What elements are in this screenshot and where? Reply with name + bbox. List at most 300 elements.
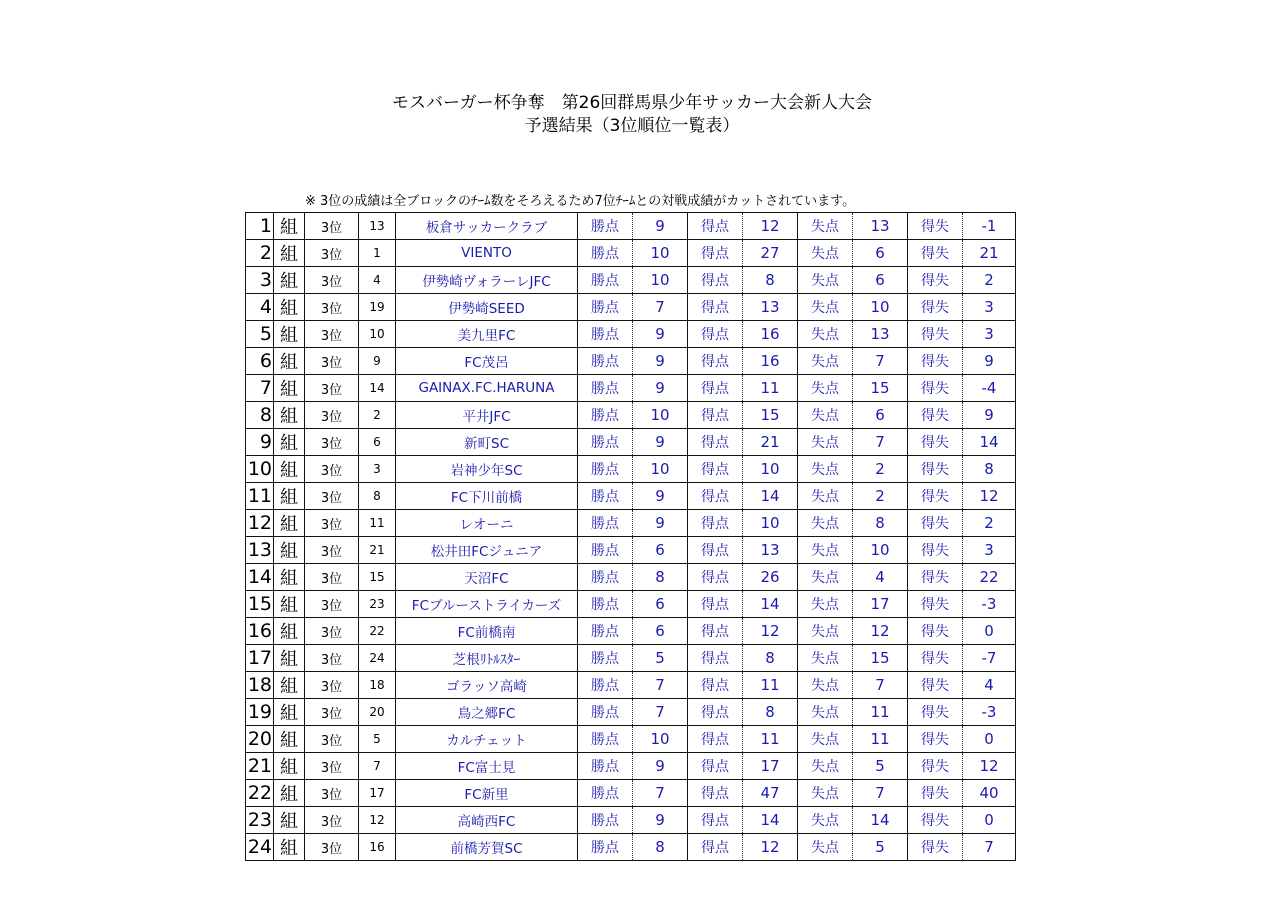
goal-diff-label: 得失 <box>908 321 963 348</box>
goals-against-label: 失点 <box>798 726 853 753</box>
win-points-value: 6 <box>633 591 688 618</box>
team-name: FC前橋南 <box>396 618 578 645</box>
win-points-label: 勝点 <box>578 321 633 348</box>
goals-for-label: 得点 <box>688 645 743 672</box>
block-label: 組 <box>274 672 305 699</box>
goals-against-value: 7 <box>853 672 908 699</box>
position-label: 3位 <box>305 753 359 780</box>
block-number: 19 <box>246 699 274 726</box>
goal-diff-label: 得失 <box>908 483 963 510</box>
seed-number: 6 <box>359 429 396 456</box>
seed-number: 23 <box>359 591 396 618</box>
team-name: 天沼FC <box>396 564 578 591</box>
goals-for-label: 得点 <box>688 807 743 834</box>
win-points-value: 10 <box>633 402 688 429</box>
goals-against-label: 失点 <box>798 240 853 267</box>
goals-against-value: 5 <box>853 834 908 861</box>
seed-number: 15 <box>359 564 396 591</box>
position-label: 3位 <box>305 672 359 699</box>
win-points-value: 7 <box>633 294 688 321</box>
goals-for-value: 8 <box>743 699 798 726</box>
team-name: 芝根ﾘﾄﾙｽﾀｰ <box>396 645 578 672</box>
block-label: 組 <box>274 618 305 645</box>
position-label: 3位 <box>305 726 359 753</box>
block-number: 23 <box>246 807 274 834</box>
win-points-label: 勝点 <box>578 618 633 645</box>
position-label: 3位 <box>305 213 359 240</box>
team-name: 美九里FC <box>396 321 578 348</box>
table-row <box>246 672 1016 699</box>
team-name: 伊勢崎SEED <box>396 294 578 321</box>
team-name: FC茂呂 <box>396 348 578 375</box>
win-points-label: 勝点 <box>578 753 633 780</box>
table-row <box>246 429 1016 456</box>
position-label: 3位 <box>305 834 359 861</box>
goal-diff-value: 9 <box>963 348 1016 375</box>
position-label: 3位 <box>305 591 359 618</box>
team-name: カルチェット <box>396 726 578 753</box>
goals-against-value: 8 <box>853 510 908 537</box>
position-label: 3位 <box>305 564 359 591</box>
seed-number: 17 <box>359 780 396 807</box>
win-points-label: 勝点 <box>578 456 633 483</box>
position-label: 3位 <box>305 240 359 267</box>
goals-for-value: 14 <box>743 807 798 834</box>
goals-against-label: 失点 <box>798 294 853 321</box>
goals-against-label: 失点 <box>798 429 853 456</box>
position-label: 3位 <box>305 402 359 429</box>
goals-for-label: 得点 <box>688 348 743 375</box>
seed-number: 7 <box>359 753 396 780</box>
goal-diff-value: 3 <box>963 321 1016 348</box>
goals-against-label: 失点 <box>798 618 853 645</box>
goals-against-label: 失点 <box>798 402 853 429</box>
goals-for-label: 得点 <box>688 672 743 699</box>
win-points-value: 6 <box>633 618 688 645</box>
goals-for-value: 13 <box>743 537 798 564</box>
win-points-label: 勝点 <box>578 807 633 834</box>
goal-diff-label: 得失 <box>908 429 963 456</box>
goal-diff-label: 得失 <box>908 780 963 807</box>
position-label: 3位 <box>305 456 359 483</box>
goal-diff-label: 得失 <box>908 753 963 780</box>
table-row <box>246 834 1016 861</box>
goal-diff-value: 0 <box>963 807 1016 834</box>
goal-diff-value: 14 <box>963 429 1016 456</box>
win-points-label: 勝点 <box>578 267 633 294</box>
seed-number: 12 <box>359 807 396 834</box>
block-label: 組 <box>274 456 305 483</box>
goals-against-value: 12 <box>853 618 908 645</box>
goals-against-label: 失点 <box>798 672 853 699</box>
goal-diff-label: 得失 <box>908 699 963 726</box>
win-points-value: 9 <box>633 483 688 510</box>
goal-diff-value: 8 <box>963 456 1016 483</box>
team-name: FC新里 <box>396 780 578 807</box>
block-label: 組 <box>274 699 305 726</box>
block-label: 組 <box>274 213 305 240</box>
goals-for-value: 12 <box>743 618 798 645</box>
position-label: 3位 <box>305 483 359 510</box>
goal-diff-value: 22 <box>963 564 1016 591</box>
goals-for-value: 12 <box>743 834 798 861</box>
win-points-value: 9 <box>633 213 688 240</box>
block-label: 組 <box>274 510 305 537</box>
win-points-value: 8 <box>633 564 688 591</box>
seed-number: 10 <box>359 321 396 348</box>
goal-diff-value: 0 <box>963 726 1016 753</box>
block-number: 3 <box>246 267 274 294</box>
block-label: 組 <box>274 645 305 672</box>
win-points-value: 6 <box>633 537 688 564</box>
win-points-label: 勝点 <box>578 510 633 537</box>
win-points-value: 9 <box>633 321 688 348</box>
goals-against-value: 10 <box>853 294 908 321</box>
goal-diff-label: 得失 <box>908 645 963 672</box>
win-points-value: 9 <box>633 807 688 834</box>
win-points-label: 勝点 <box>578 213 633 240</box>
goals-against-value: 11 <box>853 699 908 726</box>
goal-diff-label: 得失 <box>908 537 963 564</box>
goals-against-label: 失点 <box>798 321 853 348</box>
goals-for-label: 得点 <box>688 699 743 726</box>
block-number: 22 <box>246 780 274 807</box>
page-title: モスバーガー杯争奪 第26回群馬県少年サッカー大会新人大会 <box>392 93 872 113</box>
team-name: 伊勢崎ヴォラーレJFC <box>396 267 578 294</box>
goals-against-label: 失点 <box>798 456 853 483</box>
position-label: 3位 <box>305 618 359 645</box>
block-label: 組 <box>274 429 305 456</box>
seed-number: 14 <box>359 375 396 402</box>
win-points-label: 勝点 <box>578 375 633 402</box>
goal-diff-label: 得失 <box>908 834 963 861</box>
block-number: 11 <box>246 483 274 510</box>
goals-against-value: 2 <box>853 456 908 483</box>
goals-for-label: 得点 <box>688 780 743 807</box>
seed-number: 16 <box>359 834 396 861</box>
goal-diff-label: 得失 <box>908 402 963 429</box>
goals-against-value: 17 <box>853 591 908 618</box>
position-label: 3位 <box>305 429 359 456</box>
seed-number: 20 <box>359 699 396 726</box>
goals-for-value: 8 <box>743 645 798 672</box>
seed-number: 2 <box>359 402 396 429</box>
goals-against-value: 11 <box>853 726 908 753</box>
goals-against-label: 失点 <box>798 807 853 834</box>
goal-diff-value: 3 <box>963 537 1016 564</box>
goals-against-label: 失点 <box>798 780 853 807</box>
goal-diff-label: 得失 <box>908 510 963 537</box>
goals-against-label: 失点 <box>798 375 853 402</box>
block-number: 13 <box>246 537 274 564</box>
goals-for-label: 得点 <box>688 834 743 861</box>
goals-for-label: 得点 <box>688 726 743 753</box>
goals-against-value: 13 <box>853 213 908 240</box>
seed-number: 22 <box>359 618 396 645</box>
goals-for-value: 11 <box>743 726 798 753</box>
goal-diff-label: 得失 <box>908 726 963 753</box>
goal-diff-label: 得失 <box>908 672 963 699</box>
block-label: 組 <box>274 807 305 834</box>
table-row <box>246 213 1016 240</box>
win-points-label: 勝点 <box>578 402 633 429</box>
block-label: 組 <box>274 294 305 321</box>
win-points-value: 7 <box>633 672 688 699</box>
goal-diff-value: 12 <box>963 483 1016 510</box>
goals-against-label: 失点 <box>798 267 853 294</box>
goal-diff-value: -3 <box>963 591 1016 618</box>
block-label: 組 <box>274 240 305 267</box>
goals-against-label: 失点 <box>798 483 853 510</box>
goals-for-value: 14 <box>743 483 798 510</box>
goals-against-value: 7 <box>853 780 908 807</box>
goals-against-label: 失点 <box>798 564 853 591</box>
table-row <box>246 699 1016 726</box>
win-points-value: 10 <box>633 267 688 294</box>
block-label: 組 <box>274 402 305 429</box>
position-label: 3位 <box>305 321 359 348</box>
position-label: 3位 <box>305 510 359 537</box>
block-number: 24 <box>246 834 274 861</box>
goals-for-value: 17 <box>743 753 798 780</box>
goals-for-label: 得点 <box>688 294 743 321</box>
goal-diff-value: 21 <box>963 240 1016 267</box>
goal-diff-label: 得失 <box>908 294 963 321</box>
goals-for-value: 26 <box>743 564 798 591</box>
goal-diff-value: 2 <box>963 267 1016 294</box>
goal-diff-value: -7 <box>963 645 1016 672</box>
win-points-label: 勝点 <box>578 672 633 699</box>
win-points-value: 10 <box>633 456 688 483</box>
block-number: 5 <box>246 321 274 348</box>
table-row <box>246 321 1016 348</box>
goals-against-label: 失点 <box>798 645 853 672</box>
goals-for-label: 得点 <box>688 510 743 537</box>
goals-for-value: 11 <box>743 375 798 402</box>
block-label: 組 <box>274 375 305 402</box>
seed-number: 18 <box>359 672 396 699</box>
block-label: 組 <box>274 267 305 294</box>
block-number: 10 <box>246 456 274 483</box>
seed-number: 9 <box>359 348 396 375</box>
table-row <box>246 348 1016 375</box>
block-label: 組 <box>274 726 305 753</box>
block-number: 14 <box>246 564 274 591</box>
table-row <box>246 375 1016 402</box>
win-points-label: 勝点 <box>578 780 633 807</box>
goals-for-label: 得点 <box>688 240 743 267</box>
goal-diff-value: 9 <box>963 402 1016 429</box>
block-label: 組 <box>274 834 305 861</box>
goals-against-label: 失点 <box>798 348 853 375</box>
table-row <box>246 456 1016 483</box>
goal-diff-label: 得失 <box>908 375 963 402</box>
goals-for-label: 得点 <box>688 267 743 294</box>
goal-diff-value: -4 <box>963 375 1016 402</box>
goals-against-label: 失点 <box>798 537 853 564</box>
seed-number: 24 <box>359 645 396 672</box>
win-points-label: 勝点 <box>578 726 633 753</box>
goal-diff-label: 得失 <box>908 213 963 240</box>
block-number: 7 <box>246 375 274 402</box>
block-number: 8 <box>246 402 274 429</box>
block-label: 組 <box>274 591 305 618</box>
win-points-value: 7 <box>633 780 688 807</box>
goals-against-value: 6 <box>853 402 908 429</box>
block-label: 組 <box>274 321 305 348</box>
block-number: 4 <box>246 294 274 321</box>
position-label: 3位 <box>305 348 359 375</box>
block-number: 1 <box>246 213 274 240</box>
goals-for-value: 8 <box>743 267 798 294</box>
goals-for-value: 10 <box>743 456 798 483</box>
goals-for-value: 10 <box>743 510 798 537</box>
block-label: 組 <box>274 483 305 510</box>
block-number: 17 <box>246 645 274 672</box>
goals-for-label: 得点 <box>688 429 743 456</box>
block-number: 2 <box>246 240 274 267</box>
goals-for-label: 得点 <box>688 564 743 591</box>
goals-against-label: 失点 <box>798 834 853 861</box>
table-row <box>246 483 1016 510</box>
win-points-label: 勝点 <box>578 483 633 510</box>
block-number: 12 <box>246 510 274 537</box>
goals-for-label: 得点 <box>688 618 743 645</box>
win-points-value: 9 <box>633 753 688 780</box>
goal-diff-value: -3 <box>963 699 1016 726</box>
win-points-label: 勝点 <box>578 591 633 618</box>
goal-diff-value: 40 <box>963 780 1016 807</box>
team-name: 前橋芳賀SC <box>396 834 578 861</box>
goal-diff-value: -1 <box>963 213 1016 240</box>
goal-diff-label: 得失 <box>908 807 963 834</box>
block-label: 組 <box>274 564 305 591</box>
goal-diff-label: 得失 <box>908 456 963 483</box>
table-row <box>246 402 1016 429</box>
win-points-label: 勝点 <box>578 699 633 726</box>
goal-diff-label: 得失 <box>908 618 963 645</box>
goal-diff-value: 0 <box>963 618 1016 645</box>
goals-against-value: 6 <box>853 240 908 267</box>
win-points-value: 9 <box>633 510 688 537</box>
table-row <box>246 294 1016 321</box>
table-row <box>246 564 1016 591</box>
seed-number: 13 <box>359 213 396 240</box>
goals-against-label: 失点 <box>798 753 853 780</box>
goals-for-label: 得点 <box>688 321 743 348</box>
win-points-label: 勝点 <box>578 429 633 456</box>
goal-diff-label: 得失 <box>908 348 963 375</box>
goals-against-value: 5 <box>853 753 908 780</box>
position-label: 3位 <box>305 780 359 807</box>
win-points-label: 勝点 <box>578 645 633 672</box>
team-name: ゴラッソ高崎 <box>396 672 578 699</box>
goals-for-value: 16 <box>743 321 798 348</box>
goal-diff-label: 得失 <box>908 240 963 267</box>
third-place-table <box>245 212 1016 861</box>
position-label: 3位 <box>305 375 359 402</box>
team-name: 松井田FCジュニア <box>396 537 578 564</box>
seed-number: 8 <box>359 483 396 510</box>
position-label: 3位 <box>305 294 359 321</box>
team-name: 新町SC <box>396 429 578 456</box>
win-points-label: 勝点 <box>578 537 633 564</box>
goals-for-label: 得点 <box>688 537 743 564</box>
win-points-value: 10 <box>633 240 688 267</box>
goals-for-value: 16 <box>743 348 798 375</box>
team-name: 板倉サッカークラブ <box>396 213 578 240</box>
table-row <box>246 807 1016 834</box>
block-label: 組 <box>274 780 305 807</box>
goals-for-label: 得点 <box>688 591 743 618</box>
goals-against-value: 6 <box>853 267 908 294</box>
goal-diff-label: 得失 <box>908 267 963 294</box>
goals-against-label: 失点 <box>798 213 853 240</box>
seed-number: 5 <box>359 726 396 753</box>
block-number: 18 <box>246 672 274 699</box>
win-points-value: 7 <box>633 699 688 726</box>
seed-number: 4 <box>359 267 396 294</box>
goals-for-value: 12 <box>743 213 798 240</box>
goals-for-value: 47 <box>743 780 798 807</box>
seed-number: 3 <box>359 456 396 483</box>
position-label: 3位 <box>305 699 359 726</box>
win-points-label: 勝点 <box>578 348 633 375</box>
table-row <box>246 726 1016 753</box>
goal-diff-label: 得失 <box>908 564 963 591</box>
goals-against-value: 10 <box>853 537 908 564</box>
team-name: レオーニ <box>396 510 578 537</box>
team-name: 高崎西FC <box>396 807 578 834</box>
win-points-label: 勝点 <box>578 294 633 321</box>
goals-for-label: 得点 <box>688 402 743 429</box>
table-row <box>246 645 1016 672</box>
team-name: VIENTO <box>396 240 578 267</box>
goals-for-value: 27 <box>743 240 798 267</box>
position-label: 3位 <box>305 267 359 294</box>
block-label: 組 <box>274 348 305 375</box>
goal-diff-value: 3 <box>963 294 1016 321</box>
table-row <box>246 537 1016 564</box>
position-label: 3位 <box>305 537 359 564</box>
goals-for-label: 得点 <box>688 375 743 402</box>
win-points-value: 9 <box>633 348 688 375</box>
goals-for-label: 得点 <box>688 456 743 483</box>
team-name: FC下川前橋 <box>396 483 578 510</box>
note-text: ※ 3位の成績は全ブロックのﾁｰﾑ数をそろえるため7位ﾁｰﾑとの対戦成績がカットされています。 <box>305 194 856 209</box>
goals-for-label: 得点 <box>688 483 743 510</box>
goals-for-value: 14 <box>743 591 798 618</box>
goals-against-label: 失点 <box>798 699 853 726</box>
goals-for-value: 13 <box>743 294 798 321</box>
goals-for-value: 15 <box>743 402 798 429</box>
win-points-value: 5 <box>633 645 688 672</box>
win-points-label: 勝点 <box>578 240 633 267</box>
goals-against-value: 7 <box>853 429 908 456</box>
team-name: 鳥之郷FC <box>396 699 578 726</box>
block-number: 15 <box>246 591 274 618</box>
win-points-label: 勝点 <box>578 564 633 591</box>
goals-against-value: 15 <box>853 645 908 672</box>
page-subtitle: 予選結果（3位順位一覧表） <box>524 116 740 136</box>
goal-diff-label: 得失 <box>908 591 963 618</box>
block-number: 9 <box>246 429 274 456</box>
seed-number: 19 <box>359 294 396 321</box>
seed-number: 21 <box>359 537 396 564</box>
goals-against-value: 15 <box>853 375 908 402</box>
goals-against-value: 4 <box>853 564 908 591</box>
win-points-label: 勝点 <box>578 834 633 861</box>
